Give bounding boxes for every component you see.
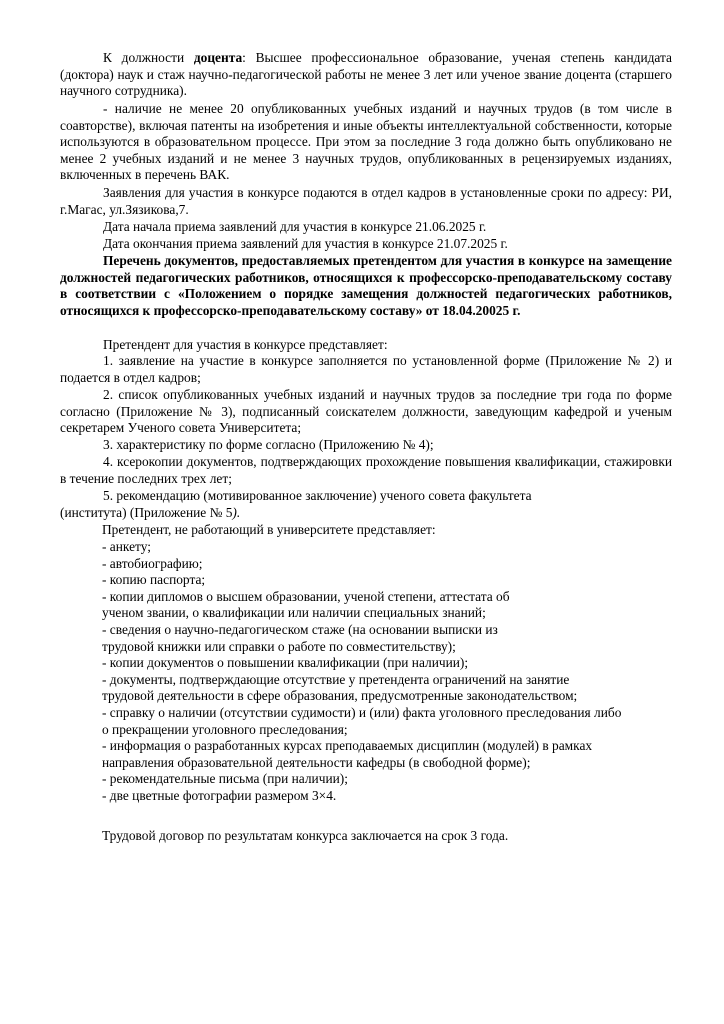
external-intro: Претендент, не работающий в университете представляет: bbox=[102, 522, 436, 537]
contract-term: Трудовой договор по результатам конкурса заключается на срок 3 года. bbox=[102, 828, 509, 843]
external-item: о прекращении уголовного преследования; bbox=[102, 721, 348, 737]
docent-intro-rest: : Высшее профессиональное образование, ученая степень кандидата (доктора) наук и стаж научно-педагогической работы не менее 3 лет или ученое звание доцента (старшего научного сотрудника). bbox=[60, 50, 672, 99]
external-item: - сведения о научно-педагогическом стаже (на основании выписки из bbox=[102, 621, 498, 637]
external-item: - копии документов о повышении квалификации (при наличии); bbox=[102, 655, 469, 671]
docent-publications: - наличие не менее 20 опубликованных учебных изданий и научных трудов (в том числе в соавторстве), включая патенты на изобретения и иные объекты интеллектуальной собственности, которые используются в образовательном процессе. При этом за последние 3 года должно быть опубликовано не менее 2 учебных изданий и не менее 3 научных трудов, опубликованных в рецензируемых изданиях, включенных в перечень ВАК. bbox=[60, 101, 672, 183]
external-item: - информация о разработанных курсах преподаваемых дисциплин (модулей) в рамках bbox=[102, 738, 593, 754]
external-item: - справку о наличии (отсутствии судимости) и (или) факта уголовного преследования либо bbox=[102, 704, 622, 720]
external-item: - документы, подтверждающие отсутствие у претендента ограничений на занятие bbox=[102, 671, 570, 687]
external-item: - рекомендательные письма (при наличии); bbox=[102, 771, 348, 787]
employee-item-4: 4. ксерокопии документов, подтверждающих прохождение повышения квалификации, стажировки в течение последних трех лет; bbox=[60, 454, 672, 486]
employee-item-3: 3. характеристику по форме согласно (Приложению № 4); bbox=[103, 437, 434, 452]
employee-item-2: 2. список опубликованных учебных изданий и научных трудов за последние три года по форме согласно (Приложение № 3), подписанный соискателем должности, заведующим кафедрой и ученым секретарем Ученого совета Университета; bbox=[60, 387, 672, 436]
external-item: направления образовательной деятельности кафедры (в свободной форме); bbox=[102, 754, 531, 770]
employee-intro: Претендент для участия в конкурсе представляет: bbox=[103, 337, 388, 352]
external-item: ученом звании, о квалификации или наличии специальных знаний; bbox=[102, 605, 486, 621]
documents-heading: Перечень документов, предоставляемых претендентом для участия в конкурсе на замещение должностей педагогических работников, относящихся к профессорско-преподавательскому составу в соответствии с «Положением о порядке замещения должностей педагогических работников, относящихся к профессорско-преподавательскому составу» от 18.04.20025 г. bbox=[60, 253, 672, 318]
external-item: - две цветные фотографии размером 3×4. bbox=[102, 787, 337, 803]
external-item: трудовой деятельности в сфере образования, предусмотренные законодательством; bbox=[102, 688, 578, 704]
external-item: трудовой книжки или справки о работе по совместительству); bbox=[102, 638, 456, 654]
external-list bbox=[102, 539, 672, 805]
employee-item-5-line-2 bbox=[60, 505, 672, 522]
docent-intro-prefix: К должности bbox=[103, 50, 194, 65]
employee-item-5-line-1: 5. рекомендацию (мотивированное заключение) ученого совета факультета bbox=[103, 488, 532, 503]
external-item: - копии дипломов о высшем образовании, ученой степени, аттестата об bbox=[102, 588, 510, 604]
docent-requirements bbox=[60, 50, 672, 100]
external-item: - анкету; bbox=[102, 539, 151, 554]
applications-address: Заявления для участия в конкурсе подаются в отдел кадров в установленные сроки по адресу: РИ, г.Магас, ул.Зязикова,7. bbox=[60, 185, 672, 217]
docent-title: доцента bbox=[193, 50, 243, 65]
employee-item-5-text: (института) (Приложение № 5 bbox=[60, 505, 233, 520]
applications-start-date: Дата начала приема заявлений для участия в конкурсе 21.06.2025 г. bbox=[103, 219, 487, 234]
external-item: - автобиографию; bbox=[102, 555, 203, 571]
employee-item-5-tail: ). bbox=[232, 505, 241, 520]
applications-end-date: Дата окончания приема заявлений для участия в конкурсе 21.07.2025 г. bbox=[103, 236, 508, 251]
employee-item-1: 1. заявление на участие в конкурсе заполняется по установленной форме (Приложение № 2) и подается в отдел кадров; bbox=[60, 353, 672, 385]
external-item: - копию паспорта; bbox=[102, 572, 206, 588]
